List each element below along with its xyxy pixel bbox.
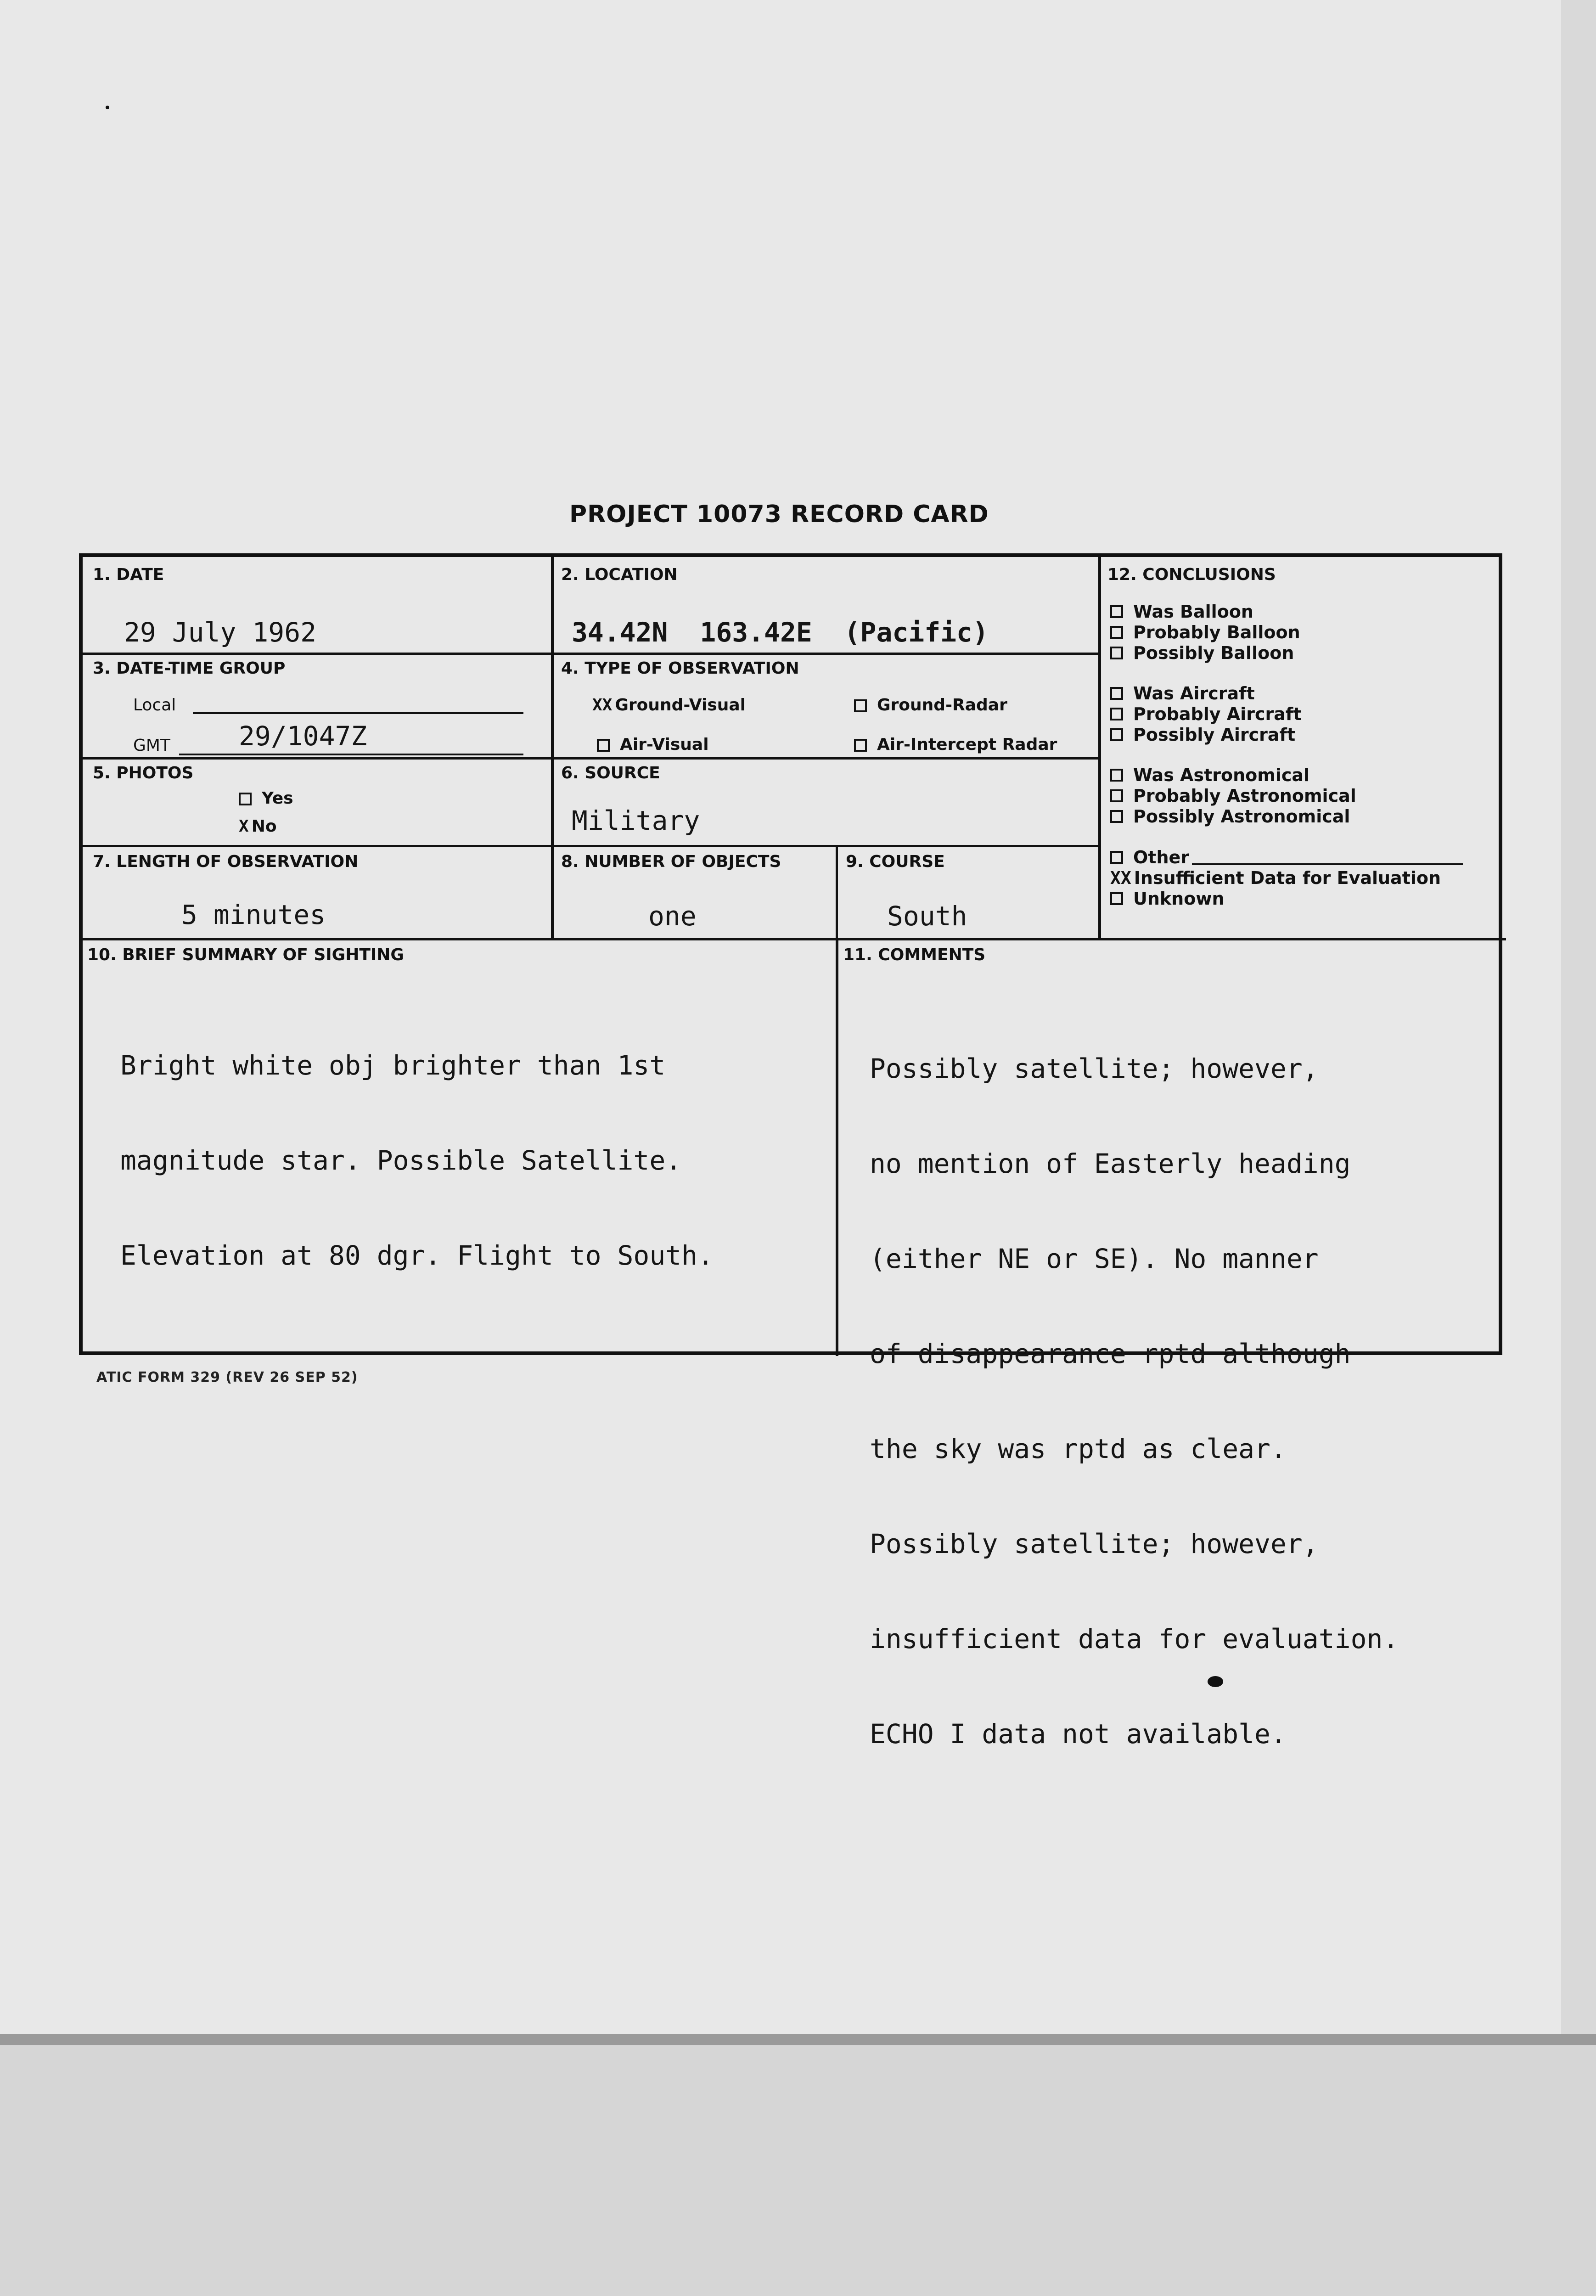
gmt-label: GMT <box>133 736 170 755</box>
conclusion-probably-astronomical: Probably Astronomical <box>1110 786 1356 806</box>
observation-type-label: 4. TYPE OF OBSERVATION <box>561 659 799 678</box>
course-value: South <box>887 900 967 932</box>
gmt-underline <box>179 754 523 755</box>
photos-no-check-mark: X <box>239 817 249 836</box>
checkbox-icon <box>1110 647 1123 659</box>
summary-label: 10. BRIEF SUMMARY OF SIGHTING <box>87 945 404 964</box>
conclusion-probably-balloon: Probably Balloon <box>1110 622 1300 642</box>
checkbox-icon <box>1110 769 1123 782</box>
location-label: 2. LOCATION <box>561 565 678 584</box>
checkbox-icon <box>1110 605 1123 618</box>
conclusion-insufficient-data: XX Insufficient Data for Evaluation <box>1110 868 1441 888</box>
conclusion-other: Other <box>1110 847 1463 867</box>
conclusion-unknown: Unknown <box>1110 889 1225 909</box>
comments-line: the sky was rptd as clear. <box>870 1433 1287 1464</box>
photos-yes-option: Yes <box>239 789 293 808</box>
conclusion-possibly-astronomical: Possibly Astronomical <box>1110 806 1350 827</box>
conclusion-possibly-aircraft: Possibly Aircraft <box>1110 725 1295 745</box>
comments-line: Possibly satellite; however, <box>870 1053 1319 1084</box>
summary-line: magnitude star. Possible Satellite. <box>120 1145 682 1176</box>
source-label: 6. SOURCE <box>561 764 660 782</box>
conclusion-was-astronomical: Was Astronomical <box>1110 765 1309 785</box>
source-value: Military <box>572 805 700 836</box>
conclusion-was-balloon: Was Balloon <box>1110 602 1253 622</box>
location-value: 34.42N 163.42E (Pacific) <box>572 617 989 648</box>
checkbox-icon <box>1110 728 1123 741</box>
checkbox-icon <box>1110 708 1123 720</box>
length-value: 5 minutes <box>181 899 326 930</box>
comments-label: 11. COMMENTS <box>843 945 986 964</box>
local-underline <box>193 712 523 714</box>
card-title: PROJECT 10073 RECORD CARD <box>569 501 989 528</box>
dtg-label: 3. DATE-TIME GROUP <box>93 659 286 678</box>
ground-visual-option: XX Ground-Visual <box>592 696 746 715</box>
checkbox-icon <box>854 739 867 752</box>
checkbox-icon <box>1110 810 1123 823</box>
air-visual-option: Air-Visual <box>597 735 709 754</box>
photos-no-option: X No <box>239 817 277 836</box>
summary-line: Bright white obj brighter than 1st <box>120 1050 666 1081</box>
checkbox-icon <box>854 699 867 712</box>
date-label: 1. DATE <box>93 565 164 584</box>
comments-line: insufficient data for evaluation. <box>870 1623 1399 1654</box>
comments-line: (either NE or SE). No manner <box>870 1243 1319 1274</box>
comments-line: of disappearance rptd although <box>870 1338 1351 1369</box>
length-label: 7. LENGTH OF OBSERVATION <box>93 852 359 871</box>
comments-line: no mention of Easterly heading <box>870 1148 1351 1179</box>
summary-text <box>120 986 714 1335</box>
checkbox-icon <box>1110 892 1123 905</box>
summary-line: Elevation at 80 dgr. Flight to South. <box>120 1240 714 1271</box>
objects-value: one <box>648 900 697 932</box>
air-intercept-radar-option: Air-Intercept Radar <box>854 735 1057 754</box>
form-footer: ATIC FORM 329 (REV 26 SEP 52) <box>96 1369 358 1385</box>
local-label: Local <box>133 696 176 715</box>
ground-visual-check-mark: XX <box>592 696 613 715</box>
insufficient-data-check-mark: XX <box>1110 868 1131 888</box>
course-label: 9. COURSE <box>846 852 945 871</box>
gmt-value: 29/1047Z <box>239 720 367 752</box>
comments-line: ECHO I data not available. <box>870 1718 1287 1750</box>
checkbox-icon <box>1110 687 1123 700</box>
comments-line: Possibly satellite; however, <box>870 1528 1319 1559</box>
checkbox-icon <box>1110 851 1123 864</box>
background-surface <box>0 2034 1596 2296</box>
conclusions-label: 12. CONCLUSIONS <box>1107 565 1276 584</box>
checkbox-icon <box>1110 626 1123 639</box>
checkbox-icon <box>597 739 610 752</box>
checkbox-icon <box>1110 789 1123 802</box>
ink-speck <box>106 106 109 109</box>
conclusion-possibly-balloon: Possibly Balloon <box>1110 643 1294 663</box>
ink-speck <box>1208 1676 1223 1687</box>
comments-text <box>870 990 1399 1813</box>
conclusion-was-aircraft: Was Aircraft <box>1110 683 1255 703</box>
date-value: 29 July 1962 <box>124 617 317 648</box>
photos-label: 5. PHOTOS <box>93 764 194 782</box>
other-underline <box>1192 863 1463 865</box>
checkbox-icon <box>239 793 252 805</box>
ground-radar-option: Ground-Radar <box>854 696 1007 715</box>
conclusion-probably-aircraft: Probably Aircraft <box>1110 704 1302 724</box>
objects-label: 8. NUMBER OF OBJECTS <box>561 852 781 871</box>
